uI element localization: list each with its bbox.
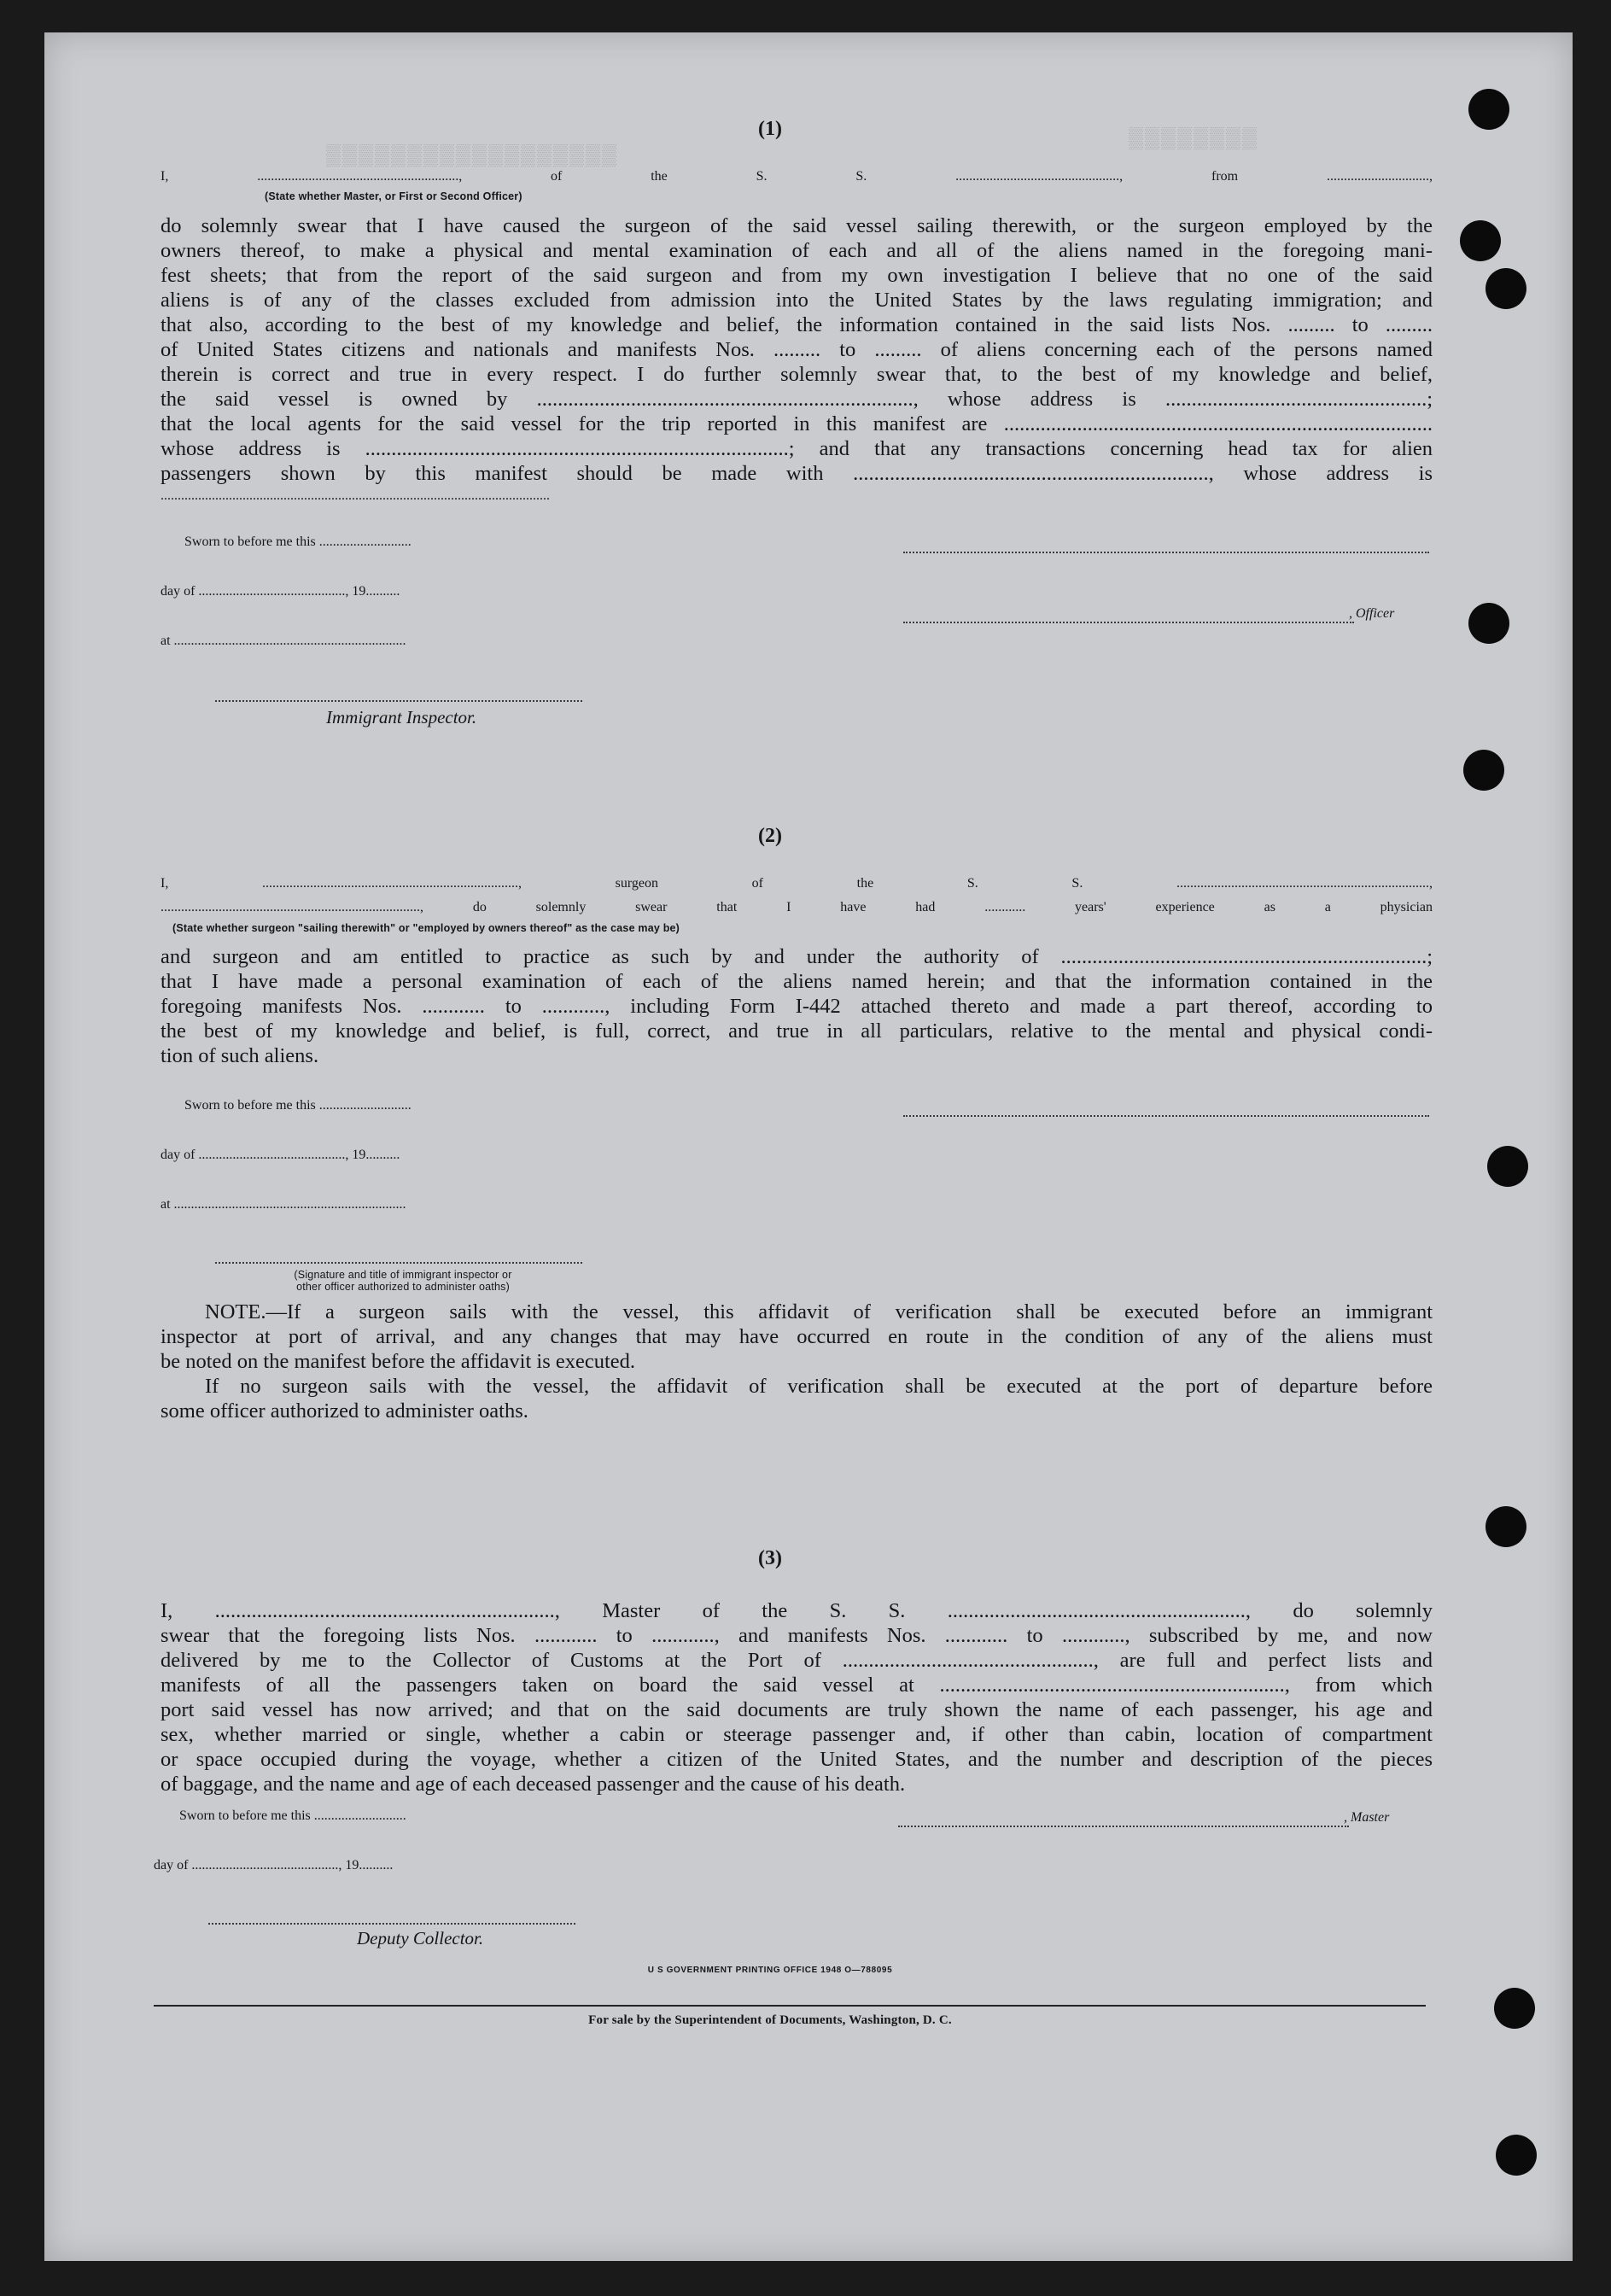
para-line: the best of my knowledge and belief, is full, correct, and true in all particulars, relative to the mental and physical condi- xyxy=(161,1019,1433,1043)
address-dots: .................................................................................................................. xyxy=(161,488,550,503)
para-line: I, ................................................................., Master of the S. S. ........................................................., do solemnly xyxy=(161,1599,1433,1622)
para-line: and surgeon and am entitled to practice as such by and under the authority of ......................................................................; xyxy=(161,945,1433,968)
para-line: aliens is of any of the classes excluded from admission into the United States by the laws regulating immigration; and xyxy=(161,289,1433,312)
section-1-first-line: I, ..........................................................., of the S. S. ................................................, from .............................., xyxy=(161,169,1433,184)
section-3-paragraph xyxy=(161,1598,1433,1796)
para-line: do solemnly swear that I have caused the surgeon of the said vessel sailing therewith, or the surgeon employed by the xyxy=(161,214,1433,237)
para-line: of United States citizens and nationals and manifests Nos. ......... to ......... of aliens concerning each of the persons named xyxy=(161,338,1433,361)
para-line: that also, according to the best of my knowledge and belief, the information contained in the said lists Nos. ......... to ......... xyxy=(161,313,1433,336)
para-line: therein is correct and true in every respect. I do further solemnly swear that, to the best of my knowledge and belief, xyxy=(161,363,1433,386)
sworn-line-1: Sworn to before me this ........................... xyxy=(184,535,412,549)
officer-signature-line-top xyxy=(903,552,1429,553)
para-line: of baggage, and the name and age of each deceased passenger and the cause of his death. xyxy=(161,1773,906,1796)
para-line: delivered by me to the Collector of Customs at the Port of ................................................, are full and perfect lists and xyxy=(161,1649,1433,1672)
inspector-signature-line xyxy=(215,700,582,702)
note-line: NOTE.—If a surgeon sails with the vessel, this affidavit of verification shall be executed before an immigrant xyxy=(205,1300,1433,1323)
para-line: tion of such aliens. xyxy=(161,1044,319,1067)
section-2-paragraph xyxy=(161,944,1433,1068)
para-line: fest sheets; that from the report of the said surgeon and from my own investigation I believe that no one of the said xyxy=(161,264,1433,287)
surgeon-signature-line xyxy=(903,1115,1429,1117)
sworn-line-2: Sworn to before me this ........................... xyxy=(184,1098,412,1113)
day-of-line-2: day of ..........................................., 19.......... xyxy=(161,1148,400,1162)
at-line-1: at .................................................................... xyxy=(161,634,406,648)
bleed-through-mark: ▒▒▒▒▒▒▒▒▒▒▒▒▒▒▒▒▒▒ xyxy=(326,143,619,167)
punch-hole xyxy=(1496,2135,1537,2176)
note-line: be noted on the manifest before the affidavit is executed. xyxy=(161,1350,636,1373)
section-1-officer-note: (State whether Master, or First or Second Officer) xyxy=(265,190,522,202)
para-line: swear that the foregoing lists Nos. ............ to ............, and manifests Nos. ............ to ............, subscribed by me, and now xyxy=(161,1624,1433,1647)
para-line: whose address is .................................................................................; and that any transactions concerning head tax for alien xyxy=(161,437,1433,460)
day-of-line-1: day of ..........................................., 19.......... xyxy=(161,584,400,599)
deputy-collector-signature-line xyxy=(208,1923,575,1925)
punch-hole xyxy=(1486,1506,1526,1547)
section-2-line-1: I, ..........................................................................., surgeon of the S. S. .........................................................................., xyxy=(161,876,1433,891)
master-signature-line xyxy=(898,1826,1349,1827)
signature-note-2: other officer authorized to administer oaths) xyxy=(296,1281,510,1293)
para-line: foregoing manifests Nos. ............ to ............, including Form I-442 attached thereto and made a part thereof, according to xyxy=(161,995,1433,1018)
immigrant-inspector-label: Immigrant Inspector. xyxy=(326,707,477,727)
master-label: , Master xyxy=(1344,1810,1390,1825)
sale-notice: For sale by the Superintendent of Documents, Washington, D. C. xyxy=(588,2013,952,2027)
officer-signature-line xyxy=(903,622,1354,623)
para-line: sex, whether married or single, whether a cabin or steerage passenger and, if other than cabin, location of compartment xyxy=(161,1723,1433,1746)
signature-note-1: (Signature and title of immigrant inspector or xyxy=(294,1269,512,1281)
section-2-surgeon-note: (State whether surgeon "sailing therewith" or "employed by owners thereof" as the case may be) xyxy=(172,922,680,934)
note-line: inspector at port of arrival, and any changes that may have occurred en route in the condition of any of the aliens must xyxy=(161,1325,1433,1348)
day-of-line-3: day of ..........................................., 19.......... xyxy=(154,1858,394,1872)
section-2-number: (2) xyxy=(758,825,782,847)
para-line: manifests of all the passengers taken on board the said vessel at .................................................................., from which xyxy=(161,1674,1433,1697)
oath-officer-signature-line xyxy=(215,1262,582,1264)
section-3-number: (3) xyxy=(758,1547,782,1569)
section-1-number: (1) xyxy=(758,118,782,140)
punch-hole xyxy=(1468,603,1509,644)
document-page xyxy=(44,32,1573,2261)
para-line: that I have made a personal examination of each of the aliens named herein; and that the information contained in the xyxy=(161,970,1433,993)
deputy-collector-label: Deputy Collector. xyxy=(357,1928,484,1948)
para-line: the said vessel is owned by ........................................................................, whose address is ..................................................; xyxy=(161,388,1433,411)
punch-hole xyxy=(1487,1146,1528,1187)
punch-hole xyxy=(1486,268,1526,309)
punch-hole xyxy=(1468,89,1509,130)
para-line: owners thereof, to make a physical and mental examination of each and all of the aliens named in the foregoing mani- xyxy=(161,239,1433,262)
section-1-paragraph xyxy=(161,213,1433,486)
punch-hole xyxy=(1494,1988,1535,2029)
sworn-line-3: Sworn to before me this ........................... xyxy=(179,1808,406,1823)
para-line: port said vessel has now arrived; and that on the said documents are truly shown the name of each passenger, his age and xyxy=(161,1698,1433,1721)
officer-label: , Officer xyxy=(1349,606,1395,621)
note-paragraph xyxy=(161,1300,1433,1423)
footer-rule xyxy=(154,2005,1426,2007)
para-line: or space occupied during the voyage, whether a citizen of the United States, and the number and description of the pieces xyxy=(161,1748,1433,1771)
at-line-2: at .................................................................... xyxy=(161,1197,406,1212)
para-line: passengers shown by this manifest should be made with ...................................................................., whose address is xyxy=(161,462,1433,485)
section-2-line-2: ............................................................................, do solemnly swear that I have had ............ years' experience as a physician xyxy=(161,900,1433,914)
note-line: some officer authorized to administer oaths. xyxy=(161,1399,528,1423)
bleed-through-mark: ▒▒▒▒▒▒▒▒ xyxy=(1129,126,1259,149)
punch-hole xyxy=(1463,750,1504,791)
para-line: that the local agents for the said vessel for the trip reported in this manifest are .................................................................................. xyxy=(161,412,1433,435)
punch-hole xyxy=(1460,220,1501,261)
printing-office-line: U S GOVERNMENT PRINTING OFFICE 1948 O—788095 xyxy=(647,1966,893,1975)
note-line: If no surgeon sails with the vessel, the affidavit of verification shall be executed at the port of departure before xyxy=(205,1375,1433,1398)
